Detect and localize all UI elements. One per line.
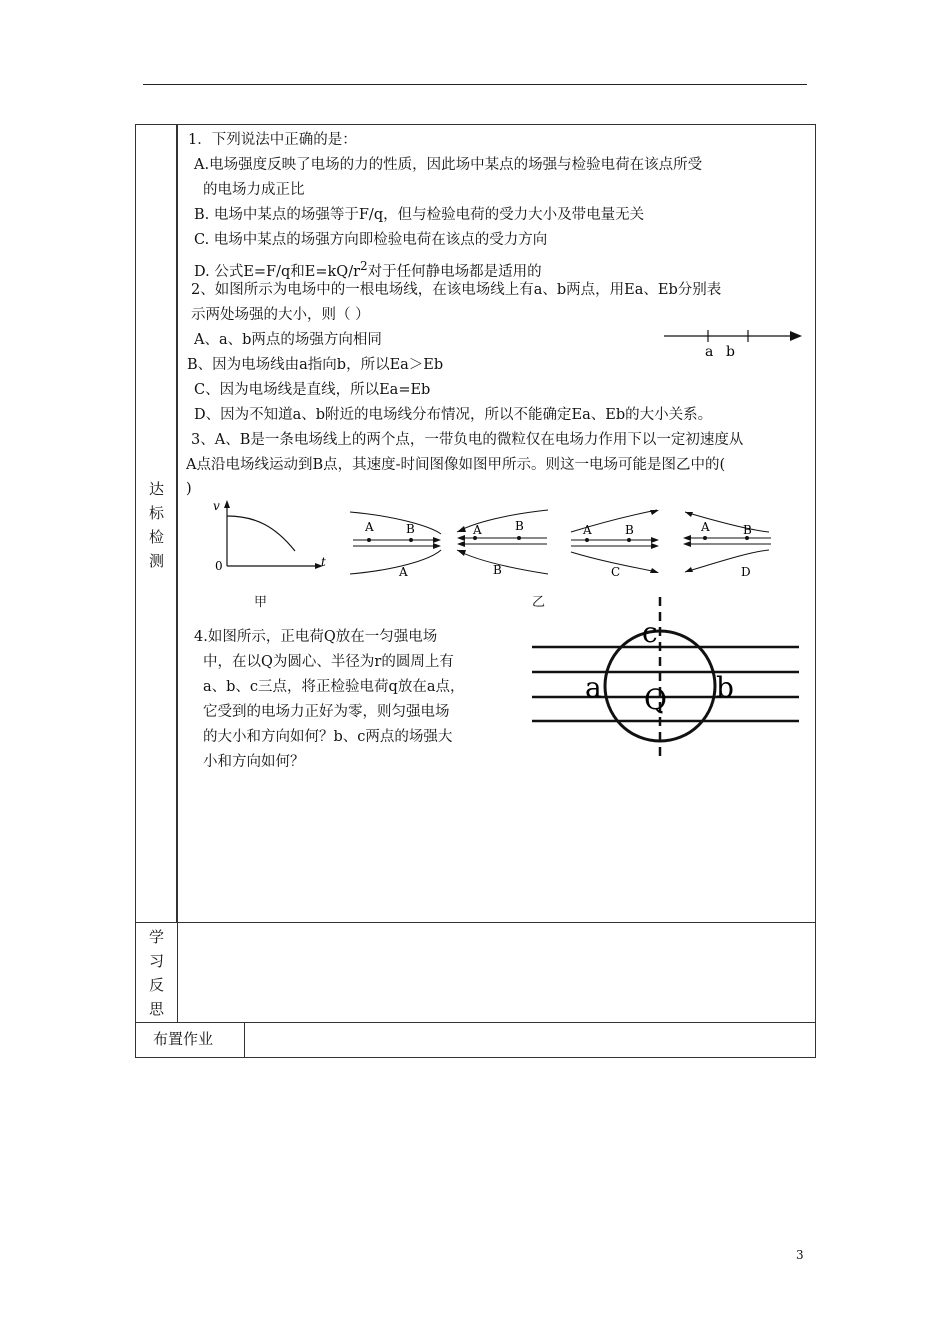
arrow-icon <box>457 541 465 547</box>
q1-option-a-line1: A.电场强度反映了电场的力的性质，因此场中某点的场强与检验电荷在该点所受 <box>194 157 703 173</box>
q2-field-line-figure <box>660 322 805 362</box>
point-label-a: a <box>585 671 602 704</box>
label-dabiao <box>136 125 178 923</box>
header-rule <box>143 84 807 85</box>
option-label-a: A <box>399 565 408 579</box>
point-a <box>703 536 707 540</box>
q1-option-c: C. 电场中某点的场强方向即检验电荷在该点的受力方向 <box>194 232 548 248</box>
axis-label-v: v <box>213 499 220 513</box>
arrow-icon <box>457 526 466 532</box>
label-char: 检 <box>148 528 164 546</box>
q4-uniform-field-figure <box>528 595 803 763</box>
point-b <box>517 536 521 540</box>
arrow-icon <box>683 535 691 541</box>
point-a <box>367 538 371 542</box>
arrow-icon <box>457 550 466 556</box>
q3-stem-line2: A点沿电场线运动到B点，其速度-时间图像如图甲所示。则这一电场可能是图乙中的( <box>186 457 726 473</box>
q2-option-a: A、a、b两点的场强方向相同 <box>194 332 382 348</box>
field-line <box>350 512 441 534</box>
content-xuexi <box>178 923 816 1023</box>
v-axis-arrow-icon <box>224 500 230 508</box>
point-label-a: A <box>473 523 482 537</box>
arrow-icon <box>650 510 659 515</box>
q2-stem-line1: 2、如图所示为电场中的一根电场线，在该电场线上有a、b两点，用Ea、Eb分别表 <box>191 282 722 298</box>
q1-stem: 1．下列说法中正确的是： <box>188 132 357 148</box>
arrow-icon <box>457 535 465 541</box>
page-number: 3 <box>796 1248 804 1262</box>
point-label-c: c <box>642 616 658 649</box>
field-line <box>457 510 548 532</box>
point-label-b: B <box>625 523 634 537</box>
homework-label: 布置作业 <box>153 1030 214 1048</box>
label-char: 标 <box>148 504 164 522</box>
q4-line5: 的大小和方向如何？b、c两点的场强大 <box>203 729 453 745</box>
charge-label-q: Q <box>644 683 667 716</box>
q2-option-b: B、因为电场线由a指向b，所以Ea＞Eb <box>187 357 444 373</box>
label-char: 习 <box>148 952 164 970</box>
label-jia: 甲 <box>254 595 268 610</box>
q1-option-d-post: 对于任何静电场都是适用的 <box>367 263 542 280</box>
q2-stem-line2: 示两处场强的大小，则（ ） <box>191 307 370 323</box>
q4-line4: 它受到的电场力正好为零，则匀强电场 <box>203 704 450 720</box>
point-b <box>409 538 413 542</box>
label-char: 学 <box>148 928 164 946</box>
q4-line6: 小和方向如何？ <box>203 754 305 770</box>
field-line <box>685 512 769 532</box>
arrow-icon <box>685 512 693 517</box>
q1-option-a-line2: 的电场力成正比 <box>203 182 305 198</box>
option-c-diagram <box>571 510 659 579</box>
origin-label: 0 <box>215 559 223 573</box>
row-homework <box>136 1023 816 1058</box>
q3-vt-graph <box>205 496 335 578</box>
label-xuexi <box>136 923 178 1023</box>
label-b: b <box>726 344 735 360</box>
point-a <box>585 538 589 542</box>
q1-option-d-pre: D. 公式E=F/q和E=kQ/r <box>194 263 361 280</box>
field-line <box>350 550 441 574</box>
q1-option-d-sup: 2 <box>360 259 368 273</box>
point-label-a: A <box>583 523 592 537</box>
label-char: 思 <box>148 1000 164 1018</box>
label-yi: 乙 <box>532 595 546 610</box>
option-label-c: C <box>611 565 621 579</box>
content-homework <box>245 1023 816 1058</box>
point-label-b: b <box>716 671 734 704</box>
point-label-b: B <box>406 522 415 536</box>
q2-option-c: C、因为电场线是直线，所以Ea=Eb <box>194 382 431 398</box>
label-char: 达 <box>148 480 164 498</box>
point-b <box>627 538 631 542</box>
field-line <box>457 550 548 574</box>
arrow-head-icon <box>790 331 802 341</box>
q3-field-options <box>345 502 785 584</box>
q3-stem-line3: ) <box>186 481 192 497</box>
point-label-b: B <box>743 523 752 537</box>
velocity-curve <box>227 516 295 551</box>
option-b-diagram <box>457 510 548 577</box>
label-homework <box>136 1023 245 1058</box>
arrow-icon <box>651 543 659 549</box>
axis-label-t: t <box>321 555 326 569</box>
q4-line1: 4.如图所示，正电荷Q放在一匀强电场 <box>194 629 438 645</box>
label-char: 测 <box>148 552 164 570</box>
arrow-icon <box>683 541 691 547</box>
arrow-icon <box>433 543 441 549</box>
q2-option-d: D、因为不知道a、b附近的电场线分布情况，所以不能确定Ea、Eb的大小关系。 <box>194 407 713 423</box>
point-label-a: A <box>701 520 710 534</box>
label-char: 反 <box>148 976 164 994</box>
q4-line3: a、b、c三点，将正检验电荷q放在a点， <box>203 679 465 695</box>
q1-option-b: B. 电场中某点的场强等于F/q，但与检验电荷的受力大小及带电量无关 <box>194 207 645 223</box>
field-line <box>685 550 769 572</box>
arrow-icon <box>433 537 441 543</box>
inner-divider <box>176 124 177 922</box>
label-a: a <box>705 344 714 360</box>
point-label-a: A <box>365 520 374 534</box>
option-label-b: B <box>493 563 502 577</box>
row-xuexi <box>136 923 816 1023</box>
arrow-icon <box>685 567 693 572</box>
q4-line2: 中，在以Q为圆心、半径为r的圆周上有 <box>203 654 454 670</box>
option-a-diagram <box>350 512 441 579</box>
point-label-b: B <box>515 519 524 533</box>
arrow-icon <box>651 537 659 543</box>
arrow-icon <box>650 568 659 573</box>
option-label-d: D <box>741 565 751 579</box>
q3-stem-line1: 3、A、B是一条电场线上的两个点，一带负电的微粒仅在电场力作用下以一定初速度从 <box>191 432 744 448</box>
option-d-diagram <box>683 512 771 579</box>
